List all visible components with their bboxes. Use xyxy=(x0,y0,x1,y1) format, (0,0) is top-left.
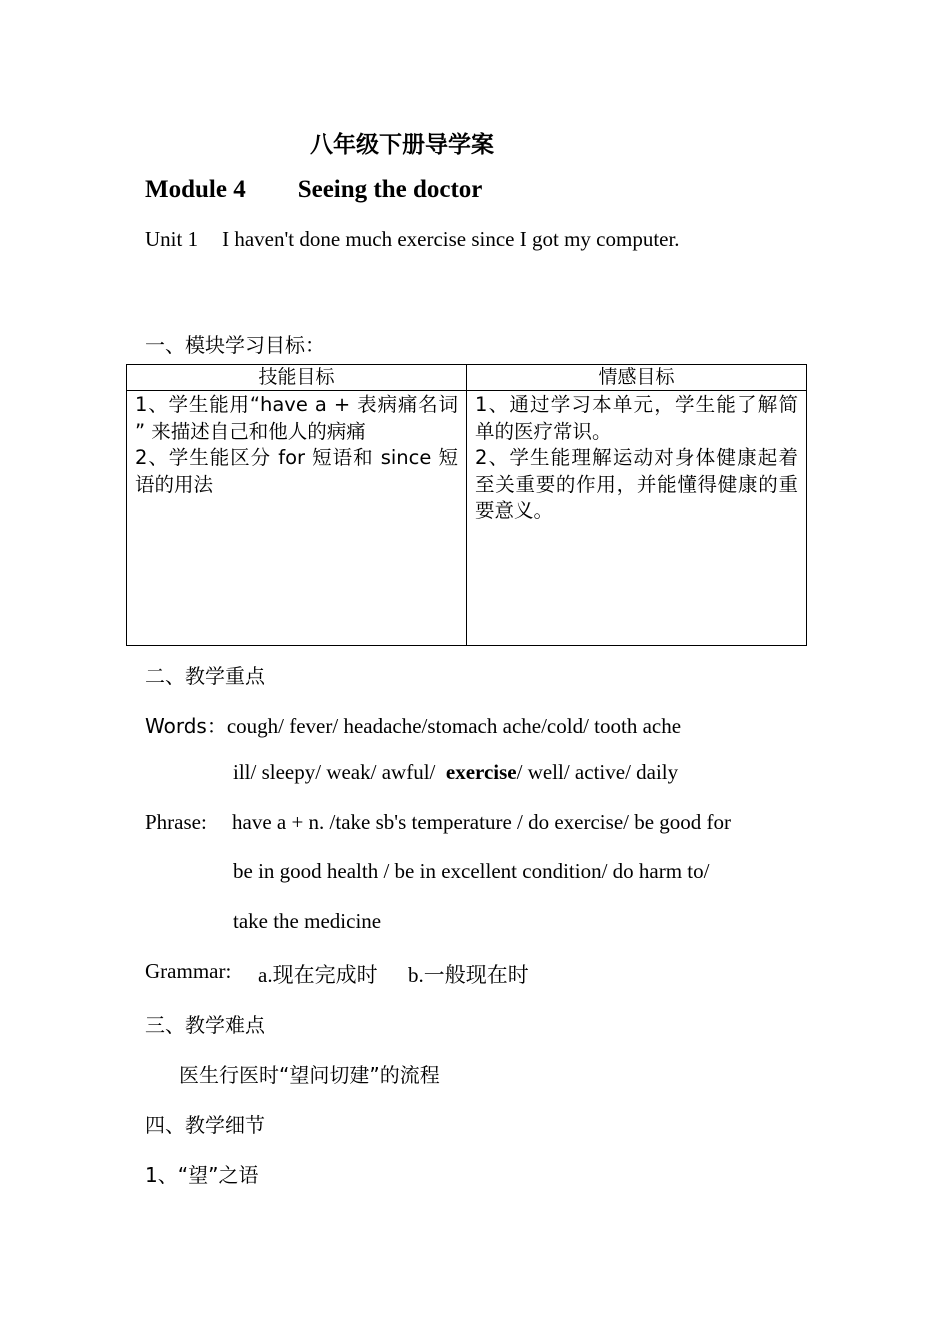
emotion-goal-item: 2、学生能理解运动对身体健康起着至关重要的作用，并能懂得健康的重要意义。 xyxy=(475,446,798,522)
goals-table xyxy=(126,364,807,646)
grammar-item-a: a.现在完成时 xyxy=(258,963,378,987)
phrase-line-1: have a + n. /take sb's temperature / do exercise/ be good for xyxy=(232,810,732,834)
grammar-item-b: b.一般现在时 xyxy=(408,963,529,987)
skill-goal-item: 1、学生能用“have a + 表病痛名词 ” 来描述自己和他人的病痛 xyxy=(135,393,458,443)
unit-heading xyxy=(145,227,680,252)
grammar-label: Grammar: xyxy=(145,959,232,983)
page-title: 八年级下册导学案 xyxy=(310,132,494,158)
emotion-goals-cell xyxy=(467,391,807,646)
words-line-1 xyxy=(145,710,681,739)
phrase-line-2: be in good health / be in excellent condition/ do harm to/ xyxy=(233,859,710,883)
words-line-2 xyxy=(233,760,678,785)
words-label: Words： xyxy=(145,714,227,738)
module-title: Seeing the doctor xyxy=(297,176,483,203)
phrase-label: Phrase: xyxy=(145,810,207,834)
goals-table-body-row xyxy=(127,391,807,646)
section2-heading: 二、教学重点 xyxy=(145,664,265,688)
section4-heading: 四、教学细节 xyxy=(145,1113,265,1137)
unit-label: Unit 1 xyxy=(145,227,199,251)
skill-goals-header: 技能目标 xyxy=(127,365,467,391)
words-list-2a: ill/ sleepy/ weak/ awful/ xyxy=(233,760,436,784)
unit-title: I haven't done much exercise since I got my computer. xyxy=(222,227,680,251)
section4-item-1: 1、“望”之语 xyxy=(145,1163,259,1187)
module-label: Module 4 xyxy=(145,176,246,203)
words-bold-exercise: exercise xyxy=(445,760,517,784)
section1-heading: 一、模块学习目标： xyxy=(145,333,325,357)
phrase-line-3: take the medicine xyxy=(233,909,382,933)
section3-heading: 三、教学难点 xyxy=(145,1013,265,1037)
words-list-2b: / well/ active/ daily xyxy=(516,760,679,784)
skill-goals-cell xyxy=(127,391,467,646)
words-list-1: cough/ fever/ headache/stomach ache/cold/ tooth ache xyxy=(226,714,682,738)
section3-content: 医生行医时“望问切建”的流程 xyxy=(179,1063,440,1087)
emotion-goal-item: 1、通过学习本单元，学生能了解简单的医疗常识。 xyxy=(475,393,798,443)
goals-table-header-row xyxy=(127,365,807,391)
emotion-goals-header: 情感目标 xyxy=(467,365,807,391)
skill-goal-item: 2、学生能区分 for 短语和 since 短语的用法 xyxy=(135,446,458,496)
module-heading xyxy=(145,176,482,204)
